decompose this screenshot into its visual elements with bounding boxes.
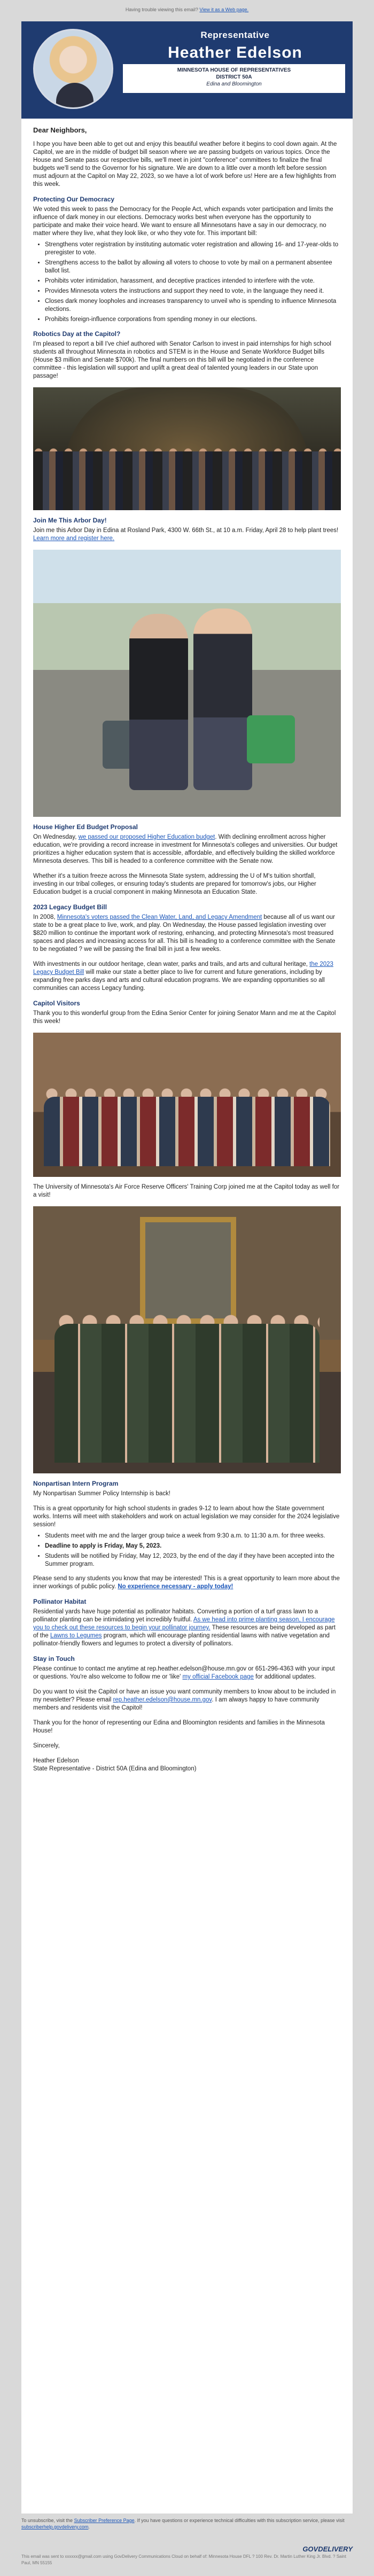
visitors-heading: Capitol Visitors [33, 1000, 80, 1007]
list-item: • Strengthens voter registration by instituting automatic voter registration and allowing 16- and 17-year-olds to preregister to vote. [45, 241, 341, 257]
pollinator-resources-link[interactable]: As we head into prime planting season, I encourage you to check out these resources to begin your pollinator journey. [33, 1617, 335, 1631]
robotics-paragraph: I'm pleased to report a bill I've chief authored with Senator Carlson to invest in paid internships for high school students all throughout Minnesota in robotics and STEM is in the House and Senate Workforce Budget bills (House $3 million and Senate $700k). The final numbers on this bill will be negotiated in the conference committee - this legislation will support and uplift a great deal of talented young leaders in our State upon passage! [33, 341, 331, 379]
list-item: • Students meet with me and the larger group twice a week from 9:30 a.m. to 11:30 a.m. for three weeks. [45, 1532, 341, 1540]
rotc-photo [33, 1206, 341, 1473]
list-item: • Students will be notified by Friday, May 12, 2023, by the end of the day if they have been accepted into the Summer program. [45, 1552, 341, 1568]
higher-ed-paragraph: On Wednesday, we passed our proposed Higher Education budget. With declining enrollment across higher education, we're providing a record increase in investment for Minnesota's colleges and universities. Our budget prioritizes a higher education system that is accessible, affordable, and effectively building the skilled workforce Minnesota deserves. This bill is headed to a conference committee with the Senate now. [33, 834, 338, 864]
arbor-paragraph: Join me this Arbor Day in Edina at Rosland Park, 4300 W. 66th St., at 10 a.m. Friday, April 28 to help plant trees! Learn more and register here. [33, 527, 339, 542]
newsletter-header [21, 21, 353, 119]
intern-paragraph: This is a great opportunity for high school students in grades 9-12 to learn about how the State government works. Interns will meet with stakeholders and work on actual legislation we may consider for the 2024 legislative session! [33, 1505, 340, 1528]
arbor-heading: Join Me This Arbor Day! [33, 517, 107, 524]
higher-ed-paragraph-2: Whether it's a tuition freeze across the Minnesota State system, addressing the U of M's tuition shortfall, investing in our tribal colleges, or ensuring today's students are prepared for tomorrow's jobs, our Higher Education budget is a crucial component in making Minnesota an Education State. [33, 873, 316, 895]
intro-paragraph: I hope you have been able to get out and enjoy this beautiful weather before it begins to cool down again. At the Capitol, we are in the middle of budget bill season where we are passing budgets on various topics. Once the House and Senate pass our respective bills, we'll meet in joint "conference" committees to finalize the final budgets we'll send to the Governor for his signature. We are down to a little over a month left before session must adjourn at the Capitol on May 22, 2023, so we have a lot of work before us! Here are a few highlights from this week. [33, 141, 337, 188]
list-item: • Closes dark money loopholes and increases transparency to unveil who is spending to influence Minnesota elections. [45, 298, 341, 314]
legacy-bill-link[interactable]: the 2023 Legacy Budget Bill [33, 961, 333, 975]
thanks-paragraph: Thank you for the honor of representing our Edina and Bloomington residents and families in the Minnesota House! [33, 1720, 325, 1734]
senior-center-photo [33, 1033, 341, 1177]
intern-share: Please send to any students you know that may be interested! This is a great opportunity to learn more about the inner workings of public policy. No experience necessary - apply today! [33, 1575, 340, 1590]
intern-heading: Nonpartisan Intern Program [33, 1480, 119, 1487]
touch-paragraph: Please continue to contact me anytime at rep.heather.edelson@house.mn.gov or 651-296-4363 with your input or questions. You're also welcome to follow me or 'like' my official Facebook page for additional updates. [33, 1666, 335, 1680]
email-link[interactable]: rep.heather.edelson@house.mn.gov [113, 1697, 212, 1703]
govdelivery-logo: GOVDELIVERY [302, 2545, 353, 2553]
arbor-register-link[interactable]: Learn more and register here. [33, 535, 115, 542]
top-notice: Having trouble viewing this email? View it as a Web page. [125, 7, 249, 12]
footer [0, 2517, 374, 2566]
email-body [21, 21, 353, 2513]
pollinator-heading: Pollinator Habitat [33, 1598, 87, 1605]
arbor-day-photo [33, 550, 341, 817]
greeting: Dear Neighbors, [33, 126, 87, 134]
democracy-paragraph: We voted this week to pass the Democracy for the People Act, which expands voter participation and limits the influence of dark money in our elections. Democracy works best when everyone has the opportunity to participate and make their voice heard. We want to ensure all Minnesotans have a say in our democracy, no matter where they live, what they look like, or who they vote for. This important bill: [33, 206, 333, 237]
signature: Heather Edelson State Representative - District 50A (Edina and Bloomington) [33, 1758, 197, 1772]
list-item: • Strengthens access to the ballot by allowing all voters to choose to vote by mail on a permanent absentee ballot list. [45, 259, 341, 275]
capitol-robotics-photo [33, 387, 341, 510]
democracy-list [45, 241, 341, 324]
intern-apply-link[interactable]: No experience necessary - apply today! [118, 1583, 233, 1590]
lawns-to-legumes-link[interactable]: Lawns to Legumes [50, 1633, 102, 1639]
touch-heading: Stay in Touch [33, 1655, 75, 1662]
robotics-heading: Robotics Day at the Capitol? [33, 330, 121, 338]
higher-ed-link[interactable]: we passed our proposed Higher Education budget [78, 834, 215, 840]
list-item: • Prohibits voter intimidation, harassment, and deceptive practices intended to interfere with the vote. [45, 277, 341, 285]
rotc-paragraph: The University of Minnesota's Air Force Reserve Officers' Training Corp joined me at the Capitol today as well for a visit! [33, 1184, 340, 1198]
header-role: Representative [200, 30, 270, 40]
subscriber-preferences-link[interactable]: Subscriber Preference Page [74, 2518, 135, 2523]
footer-line-1: To unsubscribe, visit the Subscriber Preference Page. If you have questions or experience technical difficulties with this subscription service, please visit subscriberhelp.govdelivery.com. [21, 2518, 345, 2530]
view-web-link[interactable]: View it as a Web page. [199, 7, 249, 12]
legacy-paragraph: In 2008, Minnesota's voters passed the Clean Water, Land, and Legacy Amendment because all of us want our state to be a great place to live, work, and play. On Wednesday, the House passed legislation investing over $820 million to continue the important work of restoring, enhancing, and protecting Minnesota's most treasured spaces and places and increasing access for all. This bill is heading to a conference committee with the Senate to be negotiated ? we will be passing the final bill in just a few weeks. [33, 914, 336, 953]
touch-paragraph-2: Do you want to visit the Capitol or have an issue you want community members to know about to be included in my newsletter? Please email rep.heather.edelson@house.mn.gov. I am always happy to have community members and residents visit the Capitol! [33, 1689, 336, 1711]
facebook-link[interactable]: my official Facebook page [182, 1674, 254, 1680]
subscriber-help-link[interactable]: subscriberhelp.govdelivery.com [21, 2524, 89, 2530]
intern-list [45, 1532, 341, 1568]
newsletter-content [21, 119, 353, 1773]
list-item: • Deadline to apply is Friday, May 5, 2023. [45, 1542, 341, 1550]
district-panel: MINNESOTA HOUSE OF REPRESENTATIVES DISTRICT 50A Edina and Bloomington [123, 64, 345, 93]
intern-question: My Nonpartisan Summer Policy Internship is back! [33, 1490, 170, 1497]
representative-photo [33, 29, 113, 109]
header-name: Heather Edelson [168, 44, 302, 61]
higher-ed-heading: House Higher Ed Budget Proposal [33, 823, 138, 831]
footer-line-2: This email was sent to xxxxxx@gmail.com using GovDelivery Communications Cloud on behalf of: Minnesota House DFL ? 100 Rev. Dr. Martin Luther King Jr. Blvd. ? Saint Paul, MN 55155 [21, 2554, 346, 2565]
visitors-paragraph: Thank you to this wonderful group from the Edina Senior Center for joining Senator Mann and me at the Capitol this week! [33, 1010, 336, 1025]
legacy-amendment-link[interactable]: Minnesota's voters passed the Clean Water, Land, and Legacy Amendment [57, 914, 262, 920]
democracy-heading: Protecting Our Democracy [33, 196, 115, 203]
list-item: • Prohibits foreign-influence corporations from spending money in our elections. [45, 316, 341, 324]
sincerely: Sincerely, [33, 1743, 60, 1749]
pollinator-paragraph: Residential yards have huge potential as pollinator habitats. Converting a portion of a turf grass lawn to a pollinator planting can be intimidating yet incredibly fruitful. As we head into prime planting season, I encourage you to check out these resources to begin your pollinator journey. These resources are being developed as part of the Lawns to Legumes program, which will encourage planting residential lawns with native vegetation and pollinator-friendly flowers and legumes to protect a diversity of pollinators. [33, 1609, 336, 1647]
legacy-heading: 2023 Legacy Budget Bill [33, 903, 107, 911]
list-item: • Provides Minnesota voters the instructions and support they need to vote, in the language they need it. [45, 287, 341, 295]
legacy-paragraph-2: With investments in our outdoor heritage, clean water, parks and trails, and arts and cultural heritage, the 2023 Legacy Budget Bill will make our state a better place to live for current and future generations, including by expanding free parks days and arts and cultural education programs. We are expanding opportunities so all communities can access Legacy funding. [33, 961, 333, 992]
